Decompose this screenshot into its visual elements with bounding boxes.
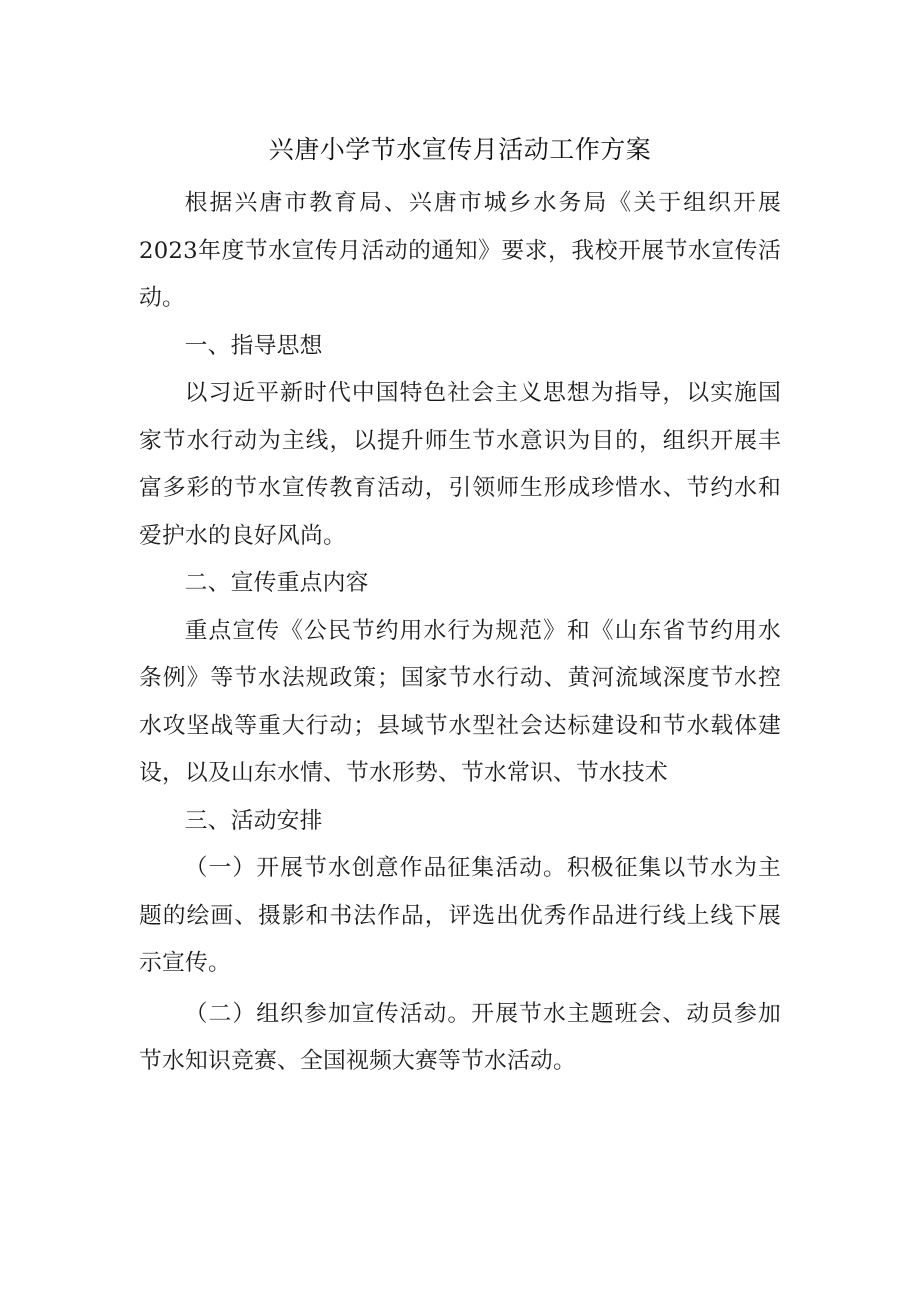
document-body — [139, 180, 781, 1086]
activity-item-2: （二）组织参加宣传活动。开展节水主题班会、动员参加节水知识竞赛、全国视频大赛等节水活动。 — [139, 1000, 781, 1074]
section-paragraph-key-content: 重点宣传《公民节约用水行为规范》和《山东省节约用水条例》等节水法规政策；国家节水行动、黄河流域深度节水控水攻坚战等重大行动；县域节水型社会达标建设和节水载体建设，以及山东水情、节水形势、节水常识、节水技术 — [139, 617, 781, 786]
section-heading-activity-arrangement: 三、活动安排 — [184, 807, 323, 834]
section-heading-key-content: 二、宣传重点内容 — [184, 570, 369, 596]
section-paragraph-guiding-ideology: 以习近平新时代中国特色社会主义思想为指导，以实施国家节水行动为主线，以提升师生节水意识为目的，组织开展丰富多彩的节水宣传教育活动，引领师生形成珍惜水、节约水和爱护水的良好风尚。 — [139, 380, 781, 549]
activity-item-1: （一）开展节水创意作品征集活动。积极征集以节水为主题的绘画、摄影和书法作品，评选出优秀作品进行线上线下展示宣传。 — [139, 855, 781, 976]
section-heading-guiding-ideology: 一、指导思想 — [184, 332, 323, 359]
intro-paragraph: 根据兴唐市教育局、兴唐市城乡水务局《关于组织开展2023年度节水宣传月活动的通知》要求，我校开展节水宣传活动。 — [139, 190, 781, 311]
document-title: 兴唐小学节水宣传月活动工作方案 — [268, 135, 652, 164]
